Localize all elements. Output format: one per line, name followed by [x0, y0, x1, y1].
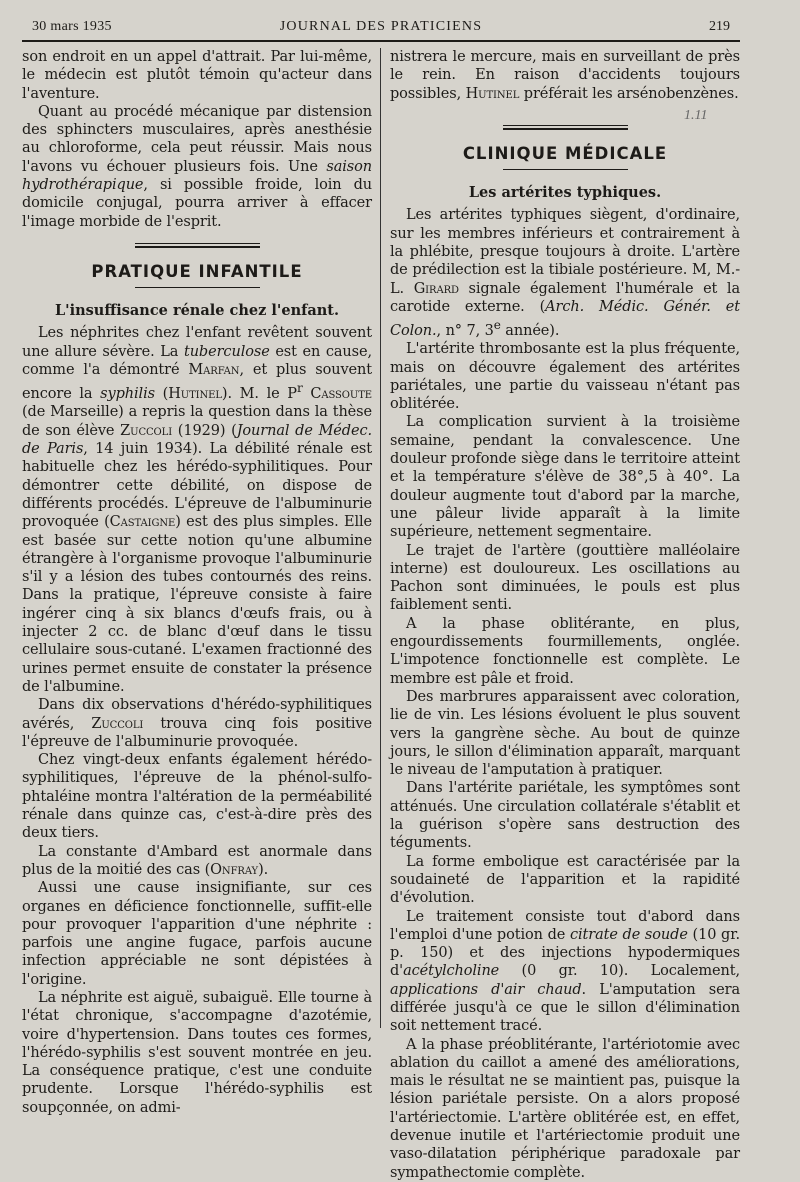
margin-annotation: 1.11: [684, 108, 708, 123]
article-title: Les artérites typhiques.: [468, 184, 662, 202]
text-run: , 14 juin 1934). La débilité rénale est habituelle chez les hérédo-syphilitiques. Pour démontrer cette débilité, on dispose de différents procédés. L'épreuve de l'albuminurie provoquée (: [22, 441, 372, 531]
text-run: Quant au procédé mécanique par distension des sphincters musculaires, après anesthésie au chloroforme, cela peut réussir. Mais nous l'avons vu échouer plusieurs fois. Une: [22, 103, 372, 175]
paragraph: A la phase oblitérante, en plus, engourdissements fourmillements, onglée. L'impotence fonctionnelle est complète. Le membre est pâle et froid.: [390, 615, 740, 687]
text-run: nistrera le mercure, mais en surveillant de près le rein. En raison d'accidents toujours possibles,: [390, 49, 740, 102]
paragraph: La complication survient à la troisième semaine, pendant la convalescence. Une douleur profonde siège dans le territoire atteint et la température s'élève de 38°,5 à 40°. La douleur augmente tout d'abord par la marche, une pâleur livide apparaît à la limite supérieure, nettement segmentaire.: [390, 414, 740, 541]
text-run: (10 gr. p. 150) et des injections hypodermiques d': [390, 926, 740, 980]
text-run: , n° 7, 3: [436, 323, 494, 339]
section-ornament: [503, 169, 628, 171]
paragraph: [390, 206, 740, 340]
paragraph: La néphrite est aiguë, subaiguë. Elle tourne à l'état chronique, s'accompagne d'azotémie, voire d'hypertension. Dans toutes ces formes, l'hérédo-syphilis s'est souvent montrée en jeu. La conséquence pratique, c'est une conduite prudente. Lorsque l'hérédo-syphilis est soupçonnée, on admi-: [22, 989, 372, 1116]
text-run: syphilis: [100, 386, 155, 403]
header-rule: [22, 40, 740, 42]
paragraph: Des marbrures apparaissent avec coloration, lie de vin. Les lésions évoluent le plus souvent vers la gangrène sèche. Au bout de quinze jours, le sillon d'élimination apparaît, marquant le niveau de l'amputation à pratiquer.: [390, 688, 740, 779]
text-run: . L'amputation sera différée jusqu'à ce que le sillon d'élimination soit nettement tracé.: [390, 981, 740, 1035]
text-run: trouva cinq fois positive l'épreuve de l'albuminurie provoquée.: [22, 715, 372, 750]
text-run: tuberculose: [183, 343, 270, 360]
text-run: Arch. Médic. Génér. et Colon.: [390, 298, 740, 339]
text-run: Le traitement consiste tout d'abord dans l'emploi d'une potion de: [390, 908, 740, 943]
text-run: applications d'air chaud: [390, 981, 582, 998]
text-run: Onfray: [210, 861, 259, 878]
paragraph: A la phase préoblitérante, l'artériotomie avec ablation du caillot a amené des améliorations, mais le résultat ne se maintient pas, puisque la lésion pariétale persiste. On a alors proposé l'artériectomie. L'artère oblitérée est, en effet, devenue inutile et l'artériectomie produit une vaso-dilatation périphérique paradoxale par sympathectomie complète.: [390, 1036, 740, 1181]
paragraph: La forme embolique est caractérisée par la soudaineté de l'apparition et la rapidité d'évolution.: [390, 853, 740, 907]
paragraph: [390, 48, 740, 103]
text-run: Hutinel: [465, 85, 520, 102]
paragraph: L'artérite thrombosante est la plus fréquente, mais on découvre également des artérites pariétales, une partie du vaisseau n'étant pas oblitérée.: [390, 341, 740, 413]
text-run: Journal de Médec. de Paris: [22, 422, 372, 458]
text-run: acétylcholine: [403, 963, 500, 980]
text-run: (1929) (: [172, 422, 237, 439]
text-run: est en cause, comme l'a démontré: [22, 343, 372, 379]
text-run: préférait les arsénobenzènes.: [519, 85, 739, 102]
article-title: L'insuffisance rénale chez l'enfant.: [54, 302, 340, 320]
text-run: Les artérites typhiques siègent, d'ordinaire, sur les membres inférieurs et contrairement à la phlébite, presque toujours à droite. L'artère de prédilection est la tibiale postérieure. M, M.-L.: [390, 207, 740, 297]
text-run: Dans dix observations d'hérédo-syphilitiques avérés,: [22, 697, 372, 732]
section-ornament: [503, 125, 628, 130]
paragraph: Le trajet de l'artère (gouttière malléolaire interne) est douloureux. Les oscillations au Pachon sont diminuées, le pouls est plus faiblement senti.: [390, 542, 740, 614]
text-run: (: [154, 386, 169, 403]
right-column: [390, 48, 740, 1182]
text-run: , si possible froide, loin du domicile conjugal, pourra arriver à effacer l'image morbide de l'esprit.: [22, 177, 372, 230]
text-run: citrate de soude: [569, 926, 688, 943]
section-title: PRATIQUE INFANTILE: [91, 261, 303, 281]
paragraph: [22, 324, 372, 696]
section-ornament: [135, 287, 260, 289]
page-number: 219: [709, 19, 730, 34]
text-run: ). M. le P: [221, 386, 297, 403]
paragraph: [390, 908, 740, 1036]
paragraph: Aussi une cause insignifiante, sur ces organes en déficience fonctionnelle, suffit-elle pour provoquer l'apparition d'une néphrite : parfois une angine fugace, parfois aucune infection appréciable ne sont dépistées à l'origine.: [22, 880, 372, 988]
text-run: année).: [500, 323, 560, 339]
issue-date: 30 mars 1935: [32, 19, 112, 34]
left-column: [22, 48, 372, 1117]
section-ornament: [135, 243, 260, 248]
paragraph: [22, 103, 372, 231]
section-title: CLINIQUE MÉDICALE: [462, 143, 668, 163]
text-run: Les néphrites chez l'enfant revêtent souvent une allure sévère. La: [22, 325, 372, 360]
text-run: Hutinel: [168, 386, 222, 403]
text-run: La constante d'Ambard est anormale dans plus de la moitié des cas (: [22, 843, 372, 878]
paragraph: Chez vingt-deux enfants également hérédo-syphilitiques, l'épreuve de la phénol-sulfo-phtaléine montra l'altération de la perméabilité rénale dans quinze cas, c'est-à-dire près des deux tiers.: [22, 752, 372, 842]
text-run: , et plus souvent encore la: [22, 362, 372, 403]
text-run: Zuccoli: [120, 422, 173, 439]
paragraph: Dans l'artérite pariétale, les symptômes sont atténués. Une circulation collatérale s'établit et la guérison s'opère sans destruction des téguments.: [390, 780, 740, 852]
text-run: r: [296, 381, 303, 396]
journal-title: JOURNAL DES PRATICIENS: [279, 19, 483, 34]
text-run: (de Marseille) a repris la question dans la thèse de son élève: [22, 404, 372, 439]
text-run: (0 gr. 10). Localement,: [499, 963, 740, 980]
paragraph: [22, 696, 372, 751]
paragraph: [22, 843, 372, 880]
paragraph: [22, 48, 372, 103]
text-run: e: [493, 318, 501, 333]
text-run: ) est des plus simples. Elle est basée sur cette notion qu'une albumine étrangère à l'organisme provoque l'albuminurie s'il y a lésion des tubes contournés des reins. Dans la pratique, l'épreuve consiste à faire ingérer cinq à six blancs d'œufs frais, ou à injecter 2 cc. de blanc d'œuf dans le tissu cellulaire sous-cutané. L'examen fractionné des urines permet ensuite de constater la présence de l'albumine.: [22, 514, 372, 695]
text-run: Marfan: [188, 362, 240, 379]
column-divider: [380, 48, 381, 1028]
text-run: saison hydrothérapique: [22, 158, 372, 194]
text-run: Castaigne: [109, 514, 176, 531]
text-run: ).: [258, 861, 269, 878]
text-run: Cassoute: [310, 386, 372, 403]
text-run: Zuccoli: [91, 715, 144, 732]
text-run: son endroit en un appel d'attrait. Par lui-même, le médecin est plutôt témoin qu'acteur dans l'aventure.: [22, 49, 372, 102]
running-header: [22, 16, 740, 38]
text-run: Girard: [413, 280, 459, 297]
text-run: signale également l'humérale et la carotide externe. (: [390, 280, 740, 315]
